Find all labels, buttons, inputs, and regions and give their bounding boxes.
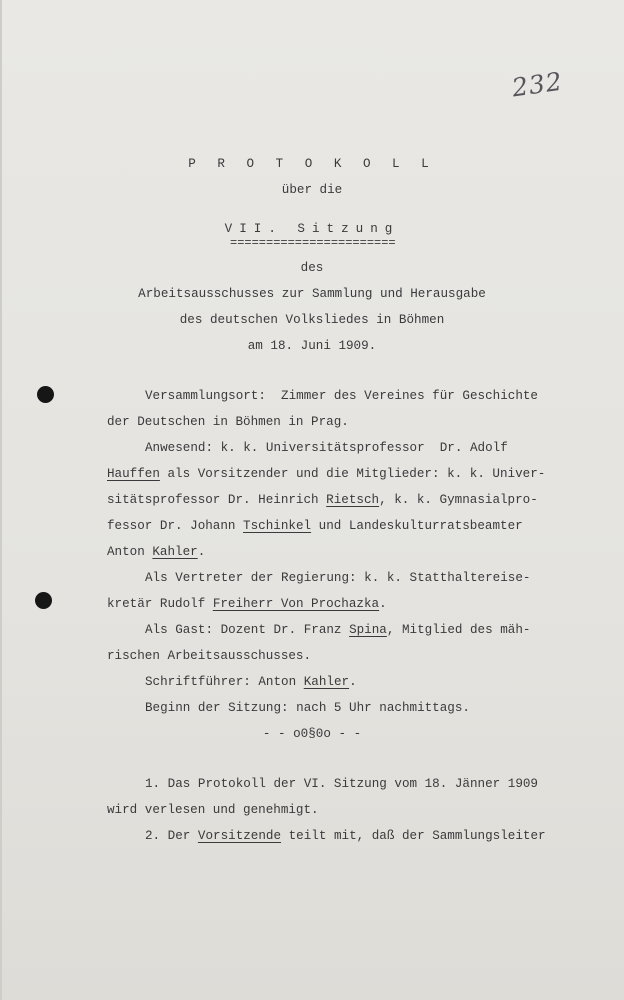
- underlined-name: Freiherr Von Prochazka: [212, 597, 380, 611]
- text-line: Schriftführer: Anton Kahler.: [145, 675, 357, 689]
- text-line: rischen Arbeitsausschusses.: [107, 649, 312, 663]
- text-line: Anwesend: k. k. Universitätsprofessor Dr. Adolf: [145, 441, 508, 455]
- underlined-name: Vorsitzende: [197, 829, 282, 843]
- text-line: 2. Der Vorsitzende teilt mit, daß der Sammlungsleiter: [145, 829, 546, 843]
- underlined-name: Rietsch: [326, 493, 380, 507]
- text-line: 1. Das Protokoll der VI. Sitzung vom 18. Jänner 1909: [145, 777, 538, 791]
- committee-line-2: des deutschen Volksliedes in Böhmen: [179, 313, 445, 327]
- text-line: sitätsprofessor Dr. Heinrich Rietsch, k. k. Gymnasialpro-: [107, 493, 538, 507]
- document-title: P R O T O K O L L: [188, 157, 436, 171]
- committee-line-1: Arbeitsausschusses zur Sammlung und Herausgabe: [138, 287, 486, 301]
- text-line: Anton Kahler.: [107, 545, 206, 559]
- underlined-name: Spina: [349, 623, 387, 637]
- text-line: Beginn der Sitzung: nach 5 Uhr nachmittags.: [145, 701, 470, 715]
- punch-hole: [35, 592, 52, 609]
- document-subtitle: über die: [281, 183, 343, 197]
- underlined-name: Kahler: [303, 675, 350, 689]
- session-date: am 18. Juni 1909.: [247, 339, 377, 353]
- text-line: Als Vertreter der Regierung: k. k. Statthaltereise-: [145, 571, 531, 585]
- text-line: fessor Dr. Johann Tschinkel und Landeskulturratsbeamter: [107, 519, 523, 533]
- text-line: kretär Rudolf Freiherr Von Prochazka.: [107, 597, 387, 611]
- page-number: 232: [510, 66, 565, 103]
- text-line: der Deutschen in Böhmen in Prag.: [107, 415, 349, 429]
- underlined-name: Tschinkel: [243, 519, 312, 533]
- punch-hole: [37, 386, 54, 403]
- text-line: Versammlungsort: Zimmer des Vereines für Geschichte: [145, 389, 538, 403]
- text-line: Als Gast: Dozent Dr. Franz Spina, Mitglied des mäh-: [145, 623, 531, 637]
- heading-des: des: [300, 261, 324, 275]
- section-divider: - - o0§0o - -: [262, 727, 362, 741]
- text-line: Hauffen als Vorsitzender und die Mitglieder: k. k. Univer-: [107, 467, 546, 481]
- text-line: wird verlesen und genehmigt.: [107, 803, 319, 817]
- page-edge: [0, 0, 2, 1000]
- underlined-name: Kahler: [152, 545, 198, 559]
- session-title: VII. Sitzung: [224, 222, 400, 236]
- underlined-name: Hauffen: [107, 467, 160, 481]
- double-rule: =======================: [230, 237, 396, 249]
